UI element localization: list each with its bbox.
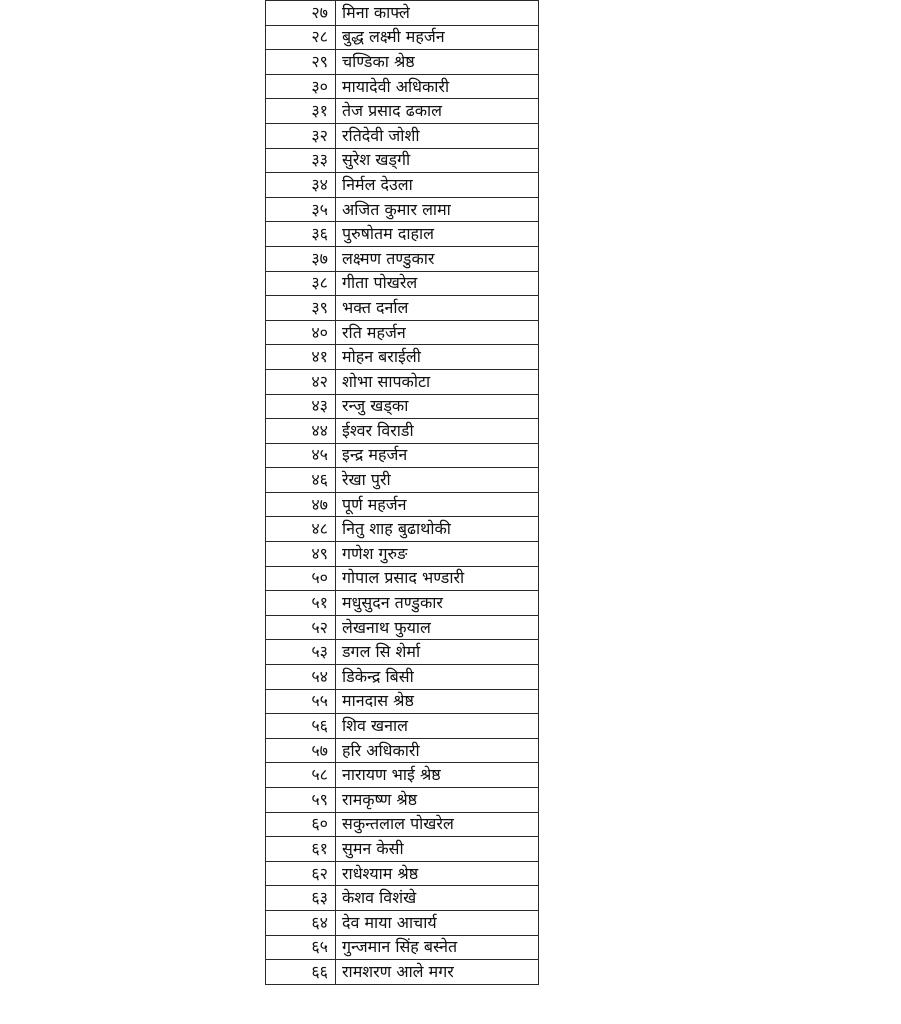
table-row [266,345,539,370]
person-name: मोहन बराईली [336,345,539,370]
person-name: इन्द्र महर्जन [336,443,539,468]
row-number: ४७ [266,492,336,517]
person-name: रामकृष्ण श्रेष्ठ [336,788,539,813]
person-name: हरि अधिकारी [336,738,539,763]
table-row [266,665,539,690]
row-number: ५१ [266,591,336,616]
row-number: ४३ [266,394,336,419]
row-number: ६५ [266,935,336,960]
table-row [266,640,539,665]
table-row [266,99,539,124]
table-row [266,320,539,345]
person-name: शोभा सापकोटा [336,369,539,394]
person-name: बुद्ध लक्ष्मी महर्जन [336,25,539,50]
table-row [266,960,539,985]
person-name: भक्त दर्नाल [336,296,539,321]
table-row [266,296,539,321]
person-name: अजित कुमार लामा [336,197,539,222]
person-name: सकुन्तलाल पोखरेल [336,812,539,837]
row-number: ५३ [266,640,336,665]
row-number: ५६ [266,714,336,739]
table-row [266,468,539,493]
table-row [266,173,539,198]
table-row [266,1,539,26]
row-number: ६१ [266,837,336,862]
row-number: ३३ [266,148,336,173]
table-row [266,492,539,517]
person-name: मानदास श्रेष्ठ [336,689,539,714]
table-row [266,935,539,960]
row-number: ३९ [266,296,336,321]
table-row [266,837,539,862]
row-number: ३८ [266,271,336,296]
row-number: ४५ [266,443,336,468]
person-name: गोपाल प्रसाद भण्डारी [336,566,539,591]
row-number: ५७ [266,738,336,763]
table-row [266,910,539,935]
table-row [266,812,539,837]
person-name: शिव खनाल [336,714,539,739]
table-row [266,50,539,75]
row-number: ६३ [266,886,336,911]
person-name: पूर्ण महर्जन [336,492,539,517]
table-row [266,566,539,591]
name-list-table [265,0,539,985]
table-row [266,738,539,763]
row-number: २८ [266,25,336,50]
table-row [266,714,539,739]
row-number: ४६ [266,468,336,493]
row-number: २७ [266,1,336,26]
table-row [266,542,539,567]
row-number: ५५ [266,689,336,714]
person-name: ईश्वर विराडी [336,419,539,444]
row-number: ५२ [266,615,336,640]
row-number: २९ [266,50,336,75]
row-number: ३६ [266,222,336,247]
table-row [266,788,539,813]
person-name: रामशरण आले मगर [336,960,539,985]
person-name: तेज प्रसाद ढकाल [336,99,539,124]
row-number: ४८ [266,517,336,542]
table-row [266,74,539,99]
person-name: डगल सि शेर्मा [336,640,539,665]
row-number: ६६ [266,960,336,985]
table-row [266,763,539,788]
row-number: ३१ [266,99,336,124]
table-row [266,394,539,419]
person-name: मिना काफ्ले [336,1,539,26]
person-name: सुमन केसी [336,837,539,862]
table-row [266,246,539,271]
person-name: रति महर्जन [336,320,539,345]
table-row [266,443,539,468]
person-name: सुरेश खड्गी [336,148,539,173]
row-number: ३४ [266,173,336,198]
row-number: ३५ [266,197,336,222]
person-name: पुरुषोतम दाहाल [336,222,539,247]
table-row [266,271,539,296]
table-row [266,517,539,542]
person-name: केशव विशंखे [336,886,539,911]
row-number: ३२ [266,123,336,148]
person-name: मधुसुदन तण्डुकार [336,591,539,616]
person-name: डिकेन्द्र बिसी [336,665,539,690]
row-number: ६४ [266,910,336,935]
row-number: ६० [266,812,336,837]
person-name: गीता पोखरेल [336,271,539,296]
table-row [266,615,539,640]
row-number: ४२ [266,369,336,394]
person-name: निर्मल देउला [336,173,539,198]
table-row [266,148,539,173]
person-name: मायादेवी अधिकारी [336,74,539,99]
person-name: रतिदेवी जोशी [336,123,539,148]
person-name: नितु शाह बुढाथोकी [336,517,539,542]
person-name: रेखा पुरी [336,468,539,493]
row-number: ४१ [266,345,336,370]
person-name: नारायण भाई श्रेष्ठ [336,763,539,788]
row-number: ४० [266,320,336,345]
person-name: लेखनाथ फुयाल [336,615,539,640]
row-number: ३० [266,74,336,99]
table-row [266,25,539,50]
table-row [266,886,539,911]
row-number: ४९ [266,542,336,567]
table-row [266,197,539,222]
person-name: देव माया आचार्य [336,910,539,935]
person-name: चण्डिका श्रेष्ठ [336,50,539,75]
table-row [266,689,539,714]
person-name: लक्ष्मण तण्डुकार [336,246,539,271]
table-row [266,123,539,148]
person-name: रन्जु खड्का [336,394,539,419]
table-row [266,369,539,394]
row-number: ५४ [266,665,336,690]
table-row [266,861,539,886]
row-number: ५८ [266,763,336,788]
person-name: गणेश गुरुङ [336,542,539,567]
row-number: ४४ [266,419,336,444]
row-number: ५० [266,566,336,591]
row-number: ३७ [266,246,336,271]
table-row [266,222,539,247]
row-number: ५९ [266,788,336,813]
person-name: गुन्जमान सिंह बस्नेत [336,935,539,960]
table-row [266,419,539,444]
table-row [266,591,539,616]
row-number: ६२ [266,861,336,886]
person-name: राधेश्याम श्रेष्ठ [336,861,539,886]
name-list-body [266,1,539,985]
